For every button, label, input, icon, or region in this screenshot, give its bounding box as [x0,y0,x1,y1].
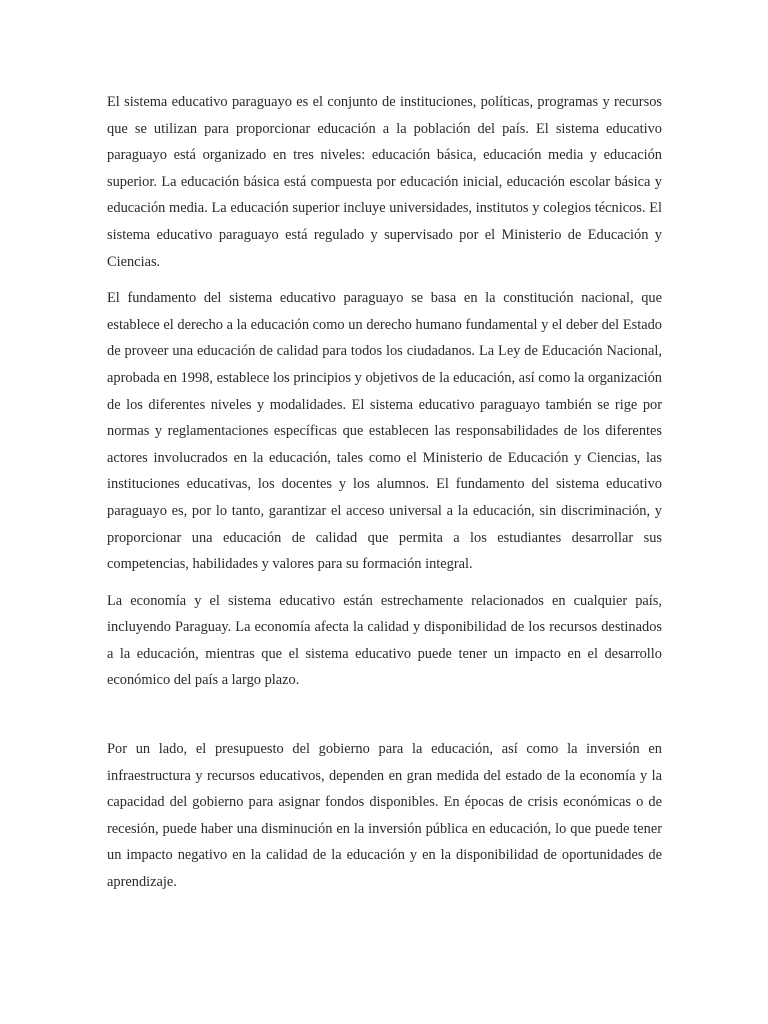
document-body [107,89,662,906]
paragraph-3: La economía y el sistema educativo están estrechamente relacionados en cualquier país, incluyendo Paraguay. La economía afecta la calidad y disponibilidad de los recursos destinados a la educación, mientras que el sistema educativo puede tener un impacto en el desarrollo económico del país a largo plazo. [107,592,662,689]
paragraph-4: Por un lado, el presupuesto del gobierno para la educación, así como la inversión en infraestructura y recursos educativos, dependen en gran medida del estado de la economía y la capacidad del gobierno para asignar fondos disponibles. En épocas de crisis económicas o de recesión, puede haber una disminución en la inversión pública en educación, lo que puede tener un impacto negativo en la calidad de la educación y en la disponibilidad de oportunidades de aprendizaje. [107,741,662,891]
paragraph-2: El fundamento del sistema educativo paraguayo se basa en la constitución nacional, que establece el derecho a la educación como un derecho humano fundamental y el deber del Estado de proveer una educación de calidad para todos los ciudadanos. La Ley de Educación Nacional, aprobada en 1998, establece los principios y objetivos de la educación, así como la organización de los diferentes niveles y modalidades. El sistema educativo paraguayo también se rige por normas y reglamentaciones específicas que establecen las responsabilidades de los diferentes actores involucrados en la educación, tales como el Ministerio de Educación y Ciencias, las instituciones educativas, los docentes y los alumnos. El fundamento del sistema educativo paraguayo es, por lo tanto, garantizar el acceso universal a la educación, sin discriminación, y proporcionar una educación de calidad que permita a los estudiantes desarrollar sus competencias, habilidades y valores para su formación integral. [107,290,662,573]
paragraph-1: El sistema educativo paraguayo es el conjunto de instituciones, políticas, programas y recursos que se utilizan para proporcionar educación a la población del país. El sistema educativo paraguayo está organizado en tres niveles: educación básica, educación media y educación superior. La educación básica está compuesta por educación inicial, educación escolar básica y educación media. La educación superior incluye universidades, institutos y colegios técnicos. El sistema educativo paraguayo está regulado y supervisado por el Ministerio de Educación y Ciencias. [107,94,662,270]
